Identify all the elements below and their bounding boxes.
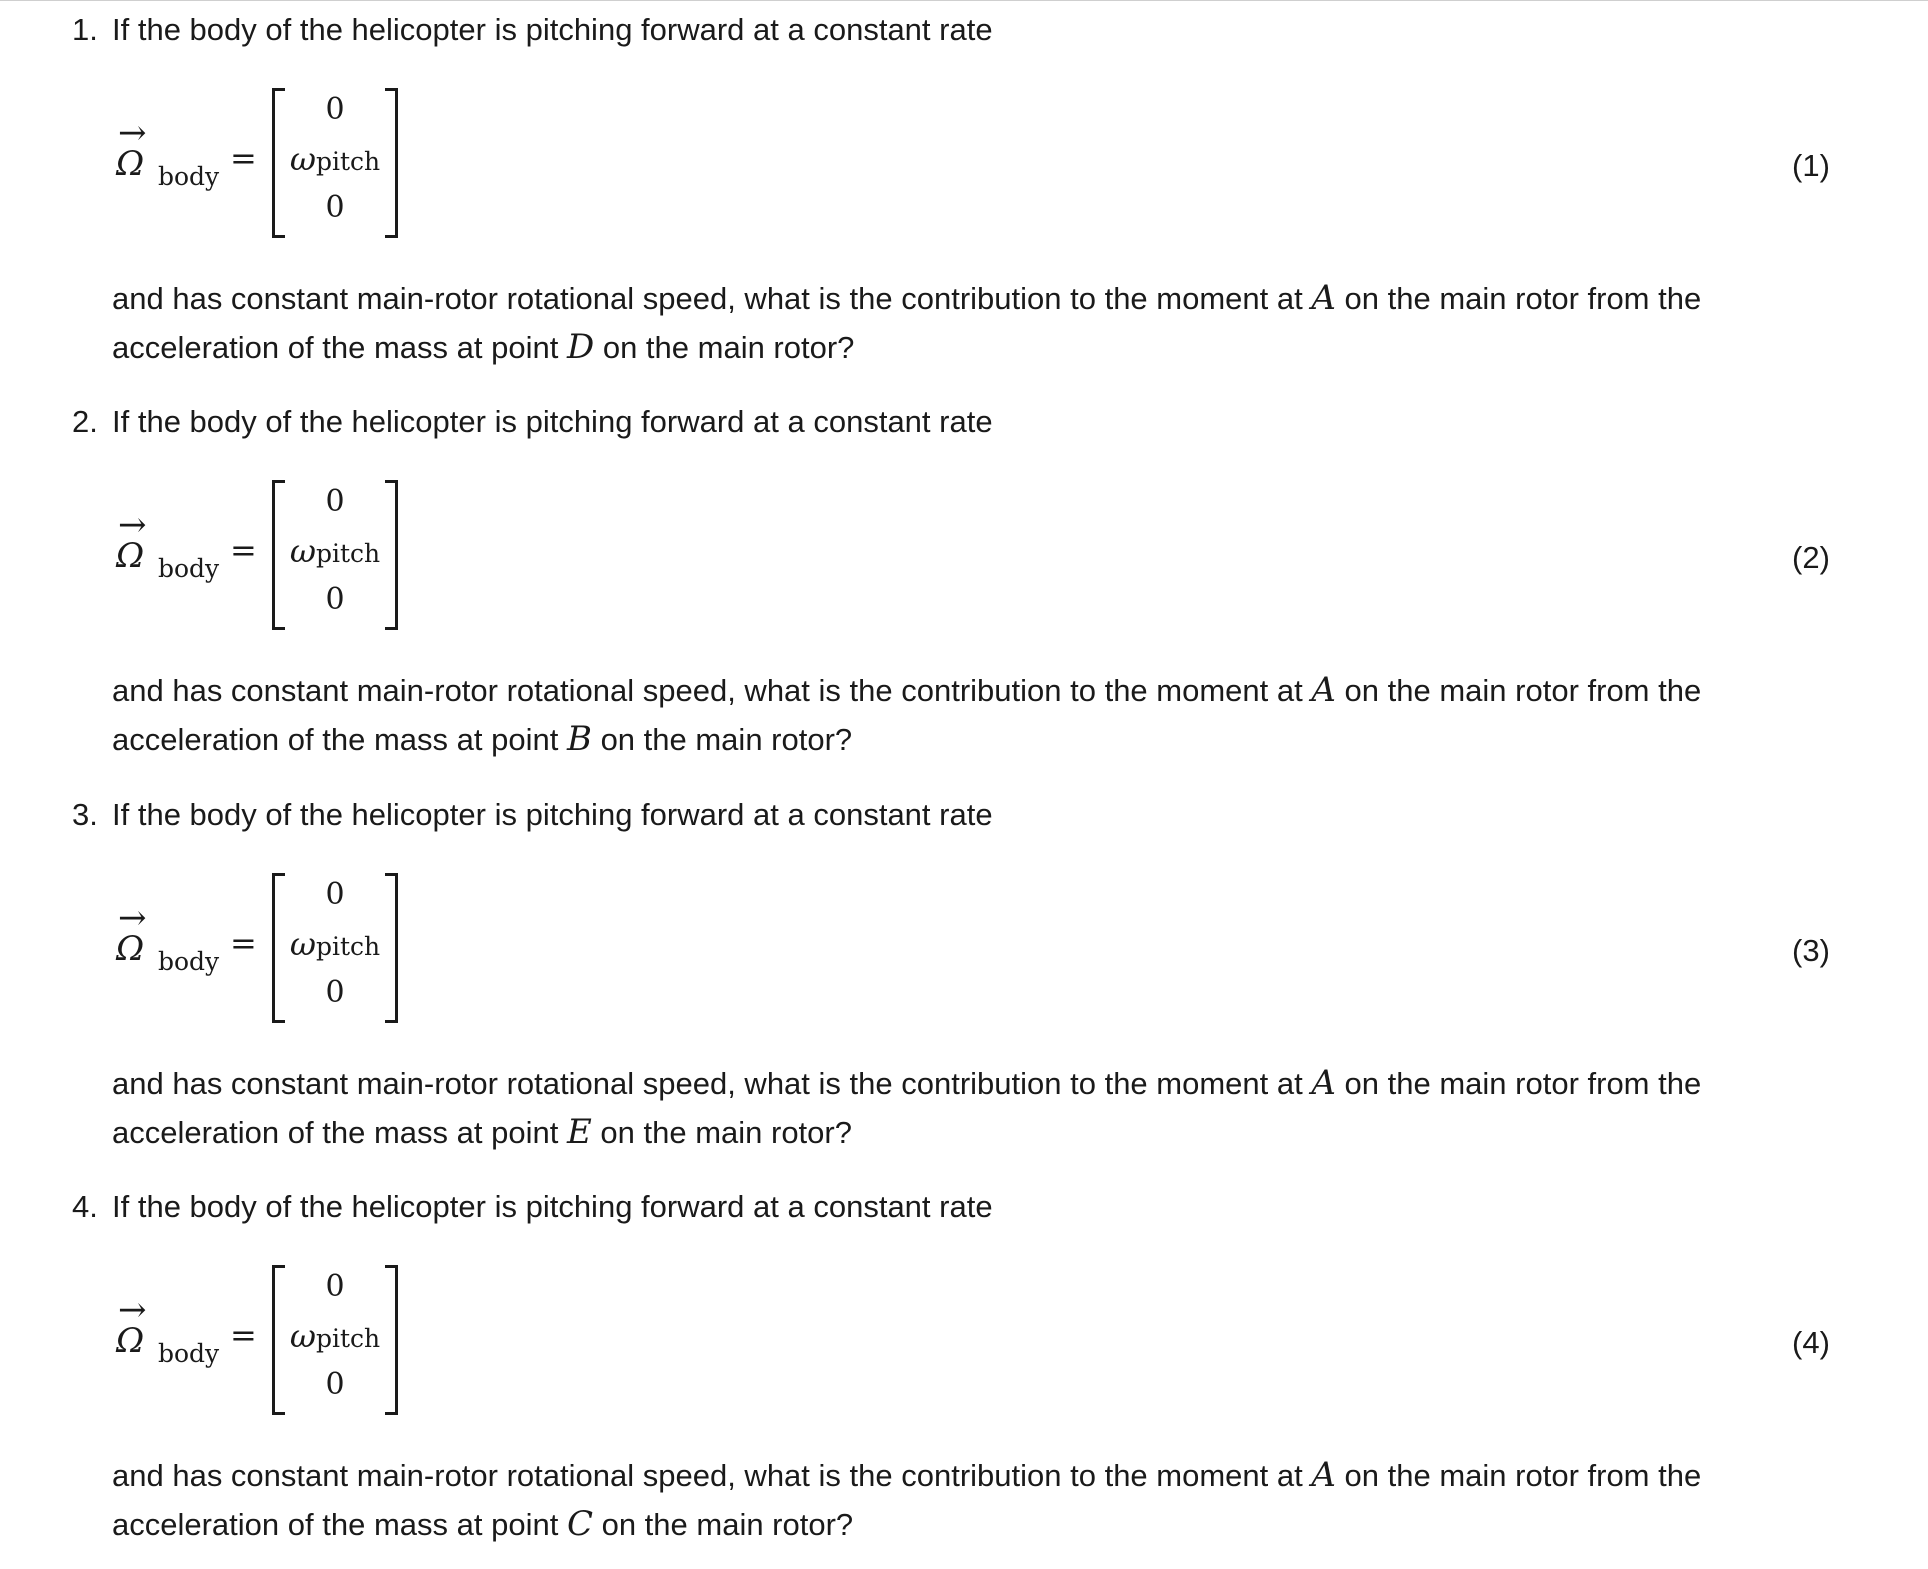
vector-arrow: →	[118, 505, 147, 545]
point-a: A	[1311, 1455, 1336, 1495]
text-end: on the main rotor?	[601, 1507, 854, 1542]
question-text	[112, 1059, 1812, 1157]
text-mid: on the main rotor from the acceleration of the mass at point	[112, 673, 1702, 757]
question-number: 1.	[72, 12, 98, 47]
column-matrix	[272, 1265, 398, 1413]
text-mid: on the main rotor from the acceleration of the mass at point	[112, 1458, 1702, 1542]
text-before-a: and has constant main-rotor rotational speed, what is the contribution to the moment at	[112, 281, 1303, 316]
equation	[112, 1259, 412, 1419]
question-intro	[72, 402, 993, 442]
matrix-cell-2: 0	[325, 975, 345, 1010]
equals-sign: =	[230, 924, 257, 962]
question-intro	[72, 10, 993, 50]
omega-lower: ω	[289, 925, 316, 963]
pitch-subscript: pitch	[315, 147, 381, 176]
equation	[112, 82, 412, 242]
text-end: on the main rotor?	[600, 1115, 852, 1150]
equals-sign: =	[230, 531, 257, 569]
question-number: 3.	[72, 797, 98, 832]
column-matrix	[272, 88, 398, 236]
matrix-cell-2: 0	[325, 582, 345, 617]
text-end: on the main rotor?	[600, 722, 853, 757]
equation-label: (4)	[1792, 1325, 1830, 1360]
question-text	[112, 666, 1812, 764]
question-intro-text: If the body of the helicopter is pitching forward at a constant rate	[112, 404, 993, 439]
omega-symbol: Ω	[116, 144, 145, 184]
point-a: A	[1311, 1063, 1336, 1103]
matrix-cell-0: 0	[325, 1269, 345, 1304]
equation-label: (2)	[1792, 540, 1830, 575]
vector-arrow: →	[118, 113, 147, 153]
matrix-cell-2: 0	[325, 190, 345, 225]
question-intro	[72, 795, 993, 835]
equation	[112, 867, 412, 1027]
matrix-cell-1	[284, 533, 386, 572]
omega-vector	[116, 113, 220, 191]
matrix-cell-2: 0	[325, 1367, 345, 1402]
omega-symbol: Ω	[116, 536, 145, 576]
omega-lower: ω	[289, 1317, 316, 1355]
omega-subscript: body	[158, 554, 220, 583]
pitch-subscript: pitch	[315, 932, 381, 961]
equals-sign: =	[230, 139, 257, 177]
question-3	[0, 785, 1928, 1177]
point-label: D	[566, 327, 595, 367]
question-4	[0, 1177, 1928, 1569]
omega-lower: ω	[289, 140, 316, 178]
matrix-cell-1	[284, 1318, 386, 1357]
point-label: E	[566, 1112, 592, 1152]
pitch-subscript: pitch	[315, 1324, 381, 1353]
point-a: A	[1311, 278, 1336, 318]
omega-subscript: body	[158, 947, 220, 976]
right-bracket	[385, 873, 398, 1023]
omega-vector	[116, 898, 220, 976]
question-1	[0, 0, 1928, 392]
pitch-subscript: pitch	[315, 539, 381, 568]
column-matrix	[272, 480, 398, 628]
question-intro-text: If the body of the helicopter is pitching forward at a constant rate	[112, 12, 993, 47]
right-bracket	[385, 480, 398, 630]
omega-vector	[116, 1290, 220, 1368]
text-before-a: and has constant main-rotor rotational speed, what is the contribution to the moment at	[112, 1066, 1303, 1101]
omega-symbol: Ω	[116, 1321, 145, 1361]
matrix-cell-0: 0	[325, 877, 345, 912]
column-matrix	[272, 873, 398, 1021]
right-bracket	[385, 1265, 398, 1415]
matrix-cell-0: 0	[325, 92, 345, 127]
question-number: 2.	[72, 404, 98, 439]
question-text	[112, 274, 1812, 372]
text-before-a: and has constant main-rotor rotational speed, what is the contribution to the moment at	[112, 673, 1303, 708]
text-mid: on the main rotor from the acceleration of the mass at point	[112, 281, 1702, 365]
matrix-cell-1	[284, 926, 386, 965]
question-2	[0, 392, 1928, 784]
point-a: A	[1311, 670, 1336, 710]
text-end: on the main rotor?	[602, 330, 855, 365]
text-mid: on the main rotor from the acceleration of the mass at point	[112, 1066, 1702, 1150]
omega-vector	[116, 505, 220, 583]
text-before-a: and has constant main-rotor rotational speed, what is the contribution to the moment at	[112, 1458, 1303, 1493]
omega-subscript: body	[158, 1339, 220, 1368]
question-text	[112, 1451, 1812, 1549]
equation-label: (3)	[1792, 933, 1830, 968]
omega-symbol: Ω	[116, 929, 145, 969]
question-intro-text: If the body of the helicopter is pitching forward at a constant rate	[112, 1189, 993, 1224]
question-intro	[72, 1187, 993, 1227]
point-label: C	[566, 1504, 593, 1544]
omega-lower: ω	[289, 532, 316, 570]
vector-arrow: →	[118, 1290, 147, 1330]
omega-subscript: body	[158, 162, 220, 191]
equation-label: (1)	[1792, 148, 1830, 183]
matrix-cell-1	[284, 141, 386, 180]
question-number: 4.	[72, 1189, 98, 1224]
matrix-cell-0: 0	[325, 484, 345, 519]
right-bracket	[385, 88, 398, 238]
vector-arrow: →	[118, 898, 147, 938]
question-intro-text: If the body of the helicopter is pitching forward at a constant rate	[112, 797, 993, 832]
point-label: B	[566, 719, 592, 759]
equals-sign: =	[230, 1316, 257, 1354]
equation	[112, 474, 412, 634]
